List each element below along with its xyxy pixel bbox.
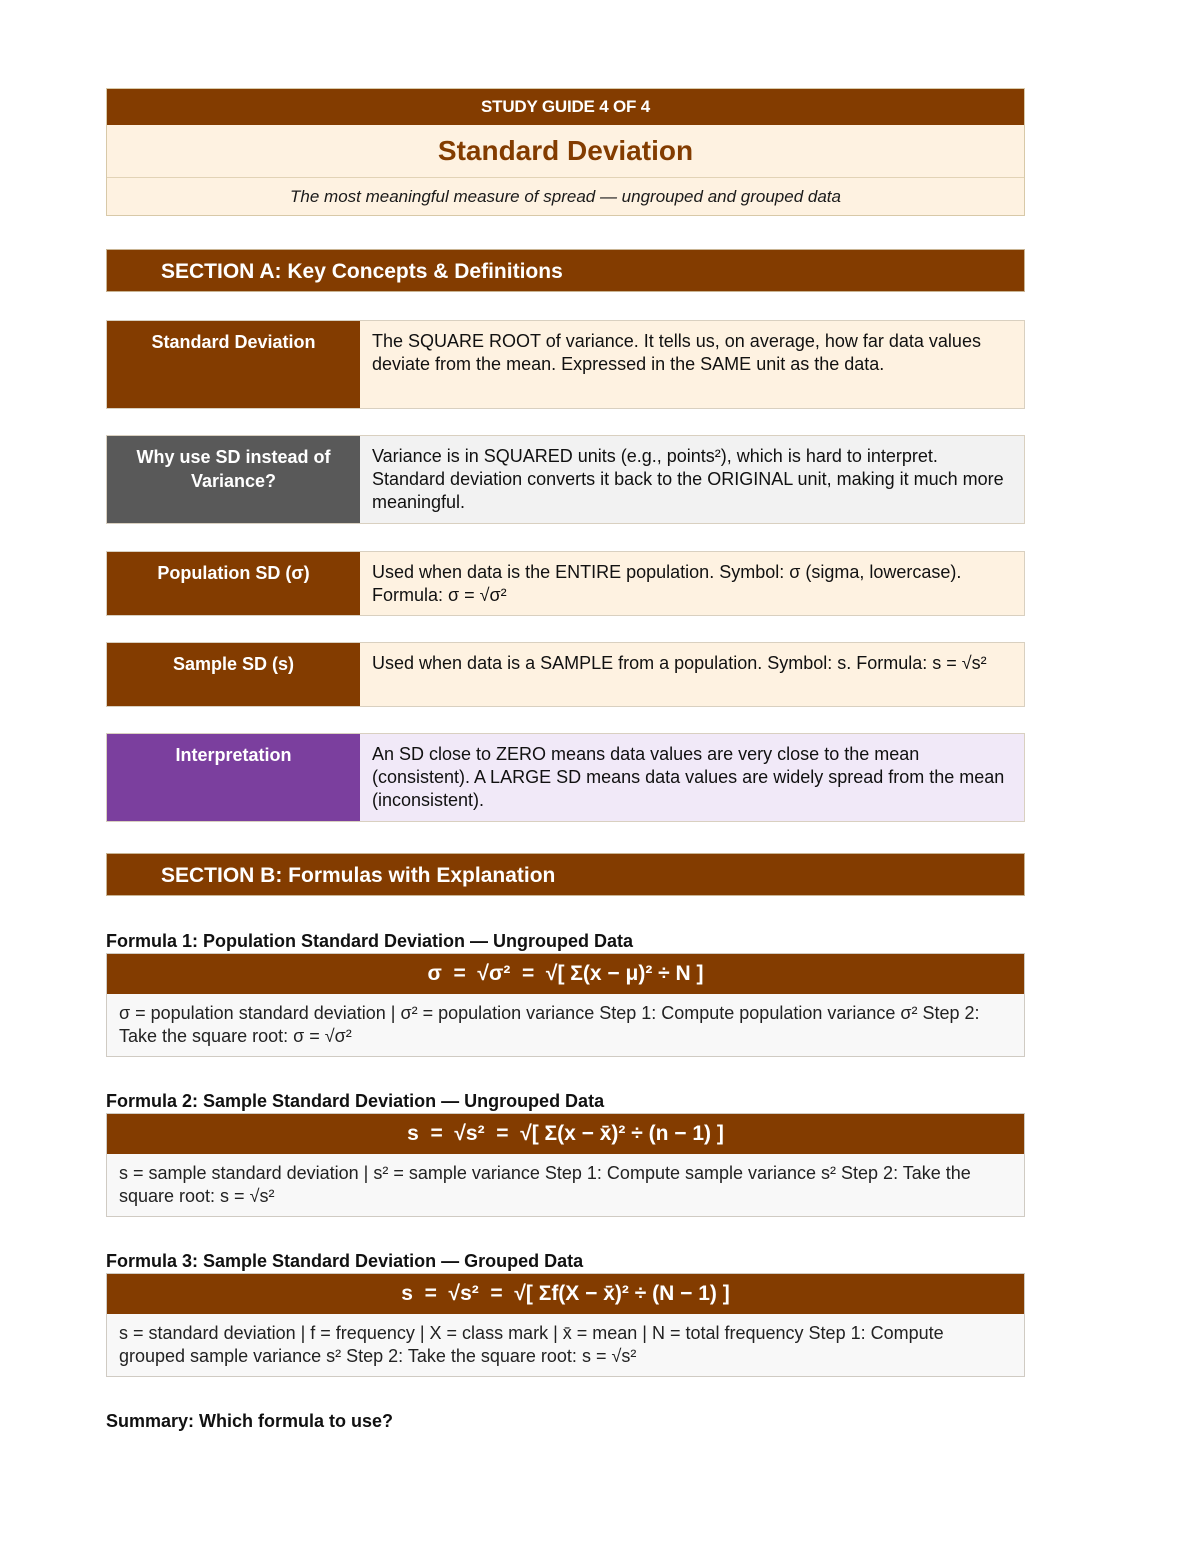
title-block: [106, 88, 1025, 216]
page-title: Standard Deviation: [107, 125, 1024, 178]
definition-text: Variance is in SQUARED units (e.g., points²), which is hard to interpret. Standard deviation converts it back to the ORIGINAL unit, making it much more meaningful.: [360, 436, 1024, 523]
section-a-header: SECTION A: Key Concepts & Definitions: [106, 249, 1025, 292]
section-b-header: SECTION B: Formulas with Explanation: [106, 853, 1025, 896]
formula-1-title: Formula 1: Population Standard Deviation — Ungrouped Data: [106, 931, 634, 951]
formula-1-explanation: σ = population standard deviation | σ² = population variance Step 1: Compute population variance σ² Step 2: Take the square root: σ = √σ²: [107, 994, 1024, 1056]
definition-row-standard-deviation: [106, 320, 1025, 409]
definition-row-interpretation: [106, 733, 1025, 822]
study-guide-page: [106, 88, 1025, 1433]
formula-3-explanation: s = standard deviation | f = frequency | X = class mark | x̄ = mean | N = total frequency Step 1: Compute grouped sample variance s² Step 2: Take the square root: s = √s²: [107, 1314, 1024, 1376]
definition-term: Sample SD (s): [107, 643, 360, 706]
guide-label: STUDY GUIDE 4 OF 4: [107, 89, 1024, 125]
definition-text: Used when data is the ENTIRE population. Symbol: σ (sigma, lowercase). Formula: σ = √σ²: [360, 552, 1024, 615]
definition-text: Used when data is a SAMPLE from a population. Symbol: s. Formula: s = √s²: [360, 643, 1024, 706]
formula-2-explanation: s = sample standard deviation | s² = sample variance Step 1: Compute sample variance s² Step 2: Take the square root: s = √s²: [107, 1154, 1024, 1216]
definition-term: Interpretation: [107, 734, 360, 821]
formula-2-box: [106, 1113, 1025, 1217]
definition-text: An SD close to ZERO means data values are very close to the mean (consistent). A LARGE SD means data values are widely spread from the mean (inconsistent).: [360, 734, 1024, 821]
summary-title: Summary: Which formula to use?: [106, 1411, 394, 1431]
definition-text: The SQUARE ROOT of variance. It tells us, on average, how far data values deviate from the mean. Expressed in the SAME unit as the data.: [360, 321, 1024, 408]
formula-3-equation: s = √s² = √[ Σf(X − x̄)² ÷ (N − 1) ]: [107, 1274, 1024, 1314]
formula-1-equation: σ = √σ² = √[ Σ(x − μ)² ÷ N ]: [107, 954, 1024, 994]
formula-3-box: [106, 1273, 1025, 1377]
definition-term: Standard Deviation: [107, 321, 360, 408]
definition-row-why-sd: [106, 435, 1025, 524]
page-subtitle: The most meaningful measure of spread — ungrouped and grouped data: [107, 178, 1024, 215]
definition-row-sample-sd: [106, 642, 1025, 707]
formula-2-equation: s = √s² = √[ Σ(x − x̄)² ÷ (n − 1) ]: [107, 1114, 1024, 1154]
definition-term: Population SD (σ): [107, 552, 360, 615]
definition-row-population-sd: [106, 551, 1025, 616]
formula-1-box: [106, 953, 1025, 1057]
definition-term: Why use SD instead of Variance?: [107, 436, 360, 523]
formula-3-title: Formula 3: Sample Standard Deviation — Grouped Data: [106, 1251, 584, 1271]
formula-2-title: Formula 2: Sample Standard Deviation — Ungrouped Data: [106, 1091, 605, 1111]
